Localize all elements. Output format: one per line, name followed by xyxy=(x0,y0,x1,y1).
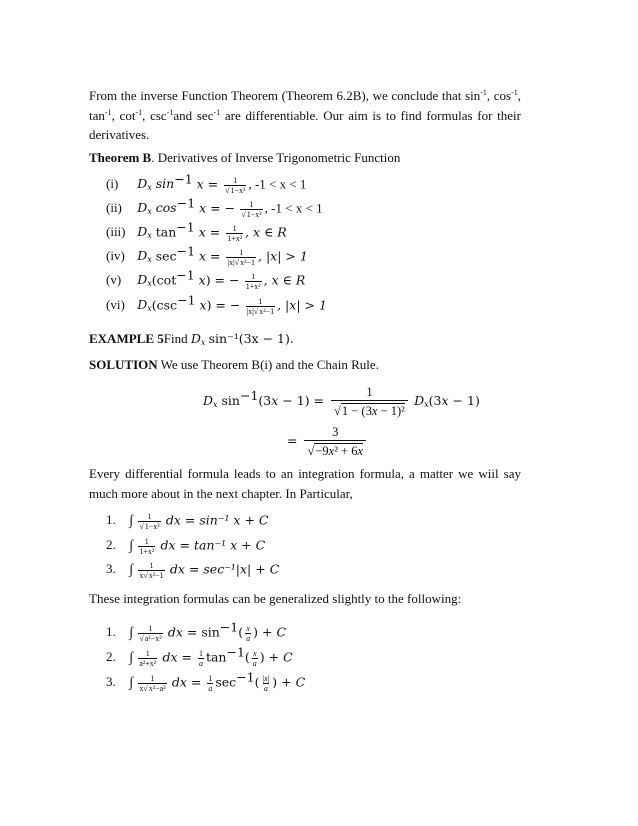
integral-1-2: 2. ∫ $\frac{1}{\text{1+x²}}$ dx = tan⁻¹ x + C xyxy=(106,537,266,556)
solution-equation-1: $D_x$ $\sin^{-1}(3x - 1)$ = $\frac{1}{\text{√1 − (3x − 1)²}}$ $D_x(3x - 1)$ xyxy=(203,385,480,418)
integral-1-1: 1. ∫ $\frac{1}{\text{√1−x²}}$ dx = sin⁻¹ x + C xyxy=(106,512,269,531)
theorem-item-2: (ii) $D_x$ $\cos^{-1} x$ = − $\frac{1}{\text{√1−x²}}$ , -1 < x < 1 xyxy=(106,195,323,219)
theorem-item-5: (v) $D_x(\cot^{-1}$ x) = − $\frac{1}{\text{1+x²}}$ , x ∈ R xyxy=(106,267,306,291)
integral-1-3: 3. ∫ $\frac{1}{\text{x√x²−1}}$ dx = sec⁻¹|x| + C xyxy=(106,561,280,580)
integral-2-1: 1. ∫ $\frac{1}{\text{√a²−x²}}$ dx = $\sin^{-1}$( $\frac{x}{a}$ ) + C xyxy=(106,619,287,643)
theorem-heading: Theorem B. Derivatives of Inverse Trigonometric Function xyxy=(89,150,401,165)
paragraph-integration: Every differential formula leads to an integration formula, a matter we wiil say much more about in the next chapter. In Particular, xyxy=(89,466,521,501)
theorem-item-4: (iv) $D_x$ $\sec^{-1} x$ = $\frac{1}{\text{|x|√x²−1}}$ , |x| > 1 xyxy=(106,243,308,267)
theorem-item-1: (i) $D_x$ $\sin^{-1} x$ = $\frac{1}{\text{√1−x²}}$ , -1 < x < 1 xyxy=(106,171,307,195)
integral-2-3: 3. ∫ $\frac{1}{\text{x√x²−a²}}$ dx = $\frac{1}{a}$ $\sec^{-1}$( $\frac{|x|}{a}$ ) + C xyxy=(106,669,306,693)
solution-equation-2: = $\frac{3}{\text{√−9x² + 6x}}$ xyxy=(287,424,369,460)
intro-paragraph: From the inverse Function Theorem (Theorem 6.2B), we conclude that $\sin^{-1}$, $\cos^{-1}$, $\tan^{-1}$, $\cot^{-1}$, $\csc^{-1}and$ $\sec^{-1}$ are differentiable. Our aim is to find formulas for their derivatives. xyxy=(89,88,522,142)
solution-line: SOLUTION We use Theorem B(i) and the Chain Rule. xyxy=(89,357,379,372)
theorem-item-6: (vi) $D_x(\csc^{-1}$ x) = − $\frac{1}{\text{|x|√x²−1}}$ , |x| > 1 xyxy=(106,292,327,316)
integral-2-2: 2. ∫ $\frac{1}{\text{a²+x²}}$ dx = $\frac{1}{a}$ $\tan^{-1}$( $\frac{x}{a}$ ) + C xyxy=(106,644,293,668)
example-5: EXAMPLE 5Find $D_x$ sin⁻¹(3x − 1). xyxy=(89,331,294,347)
paragraph-generalized: These integration formulas can be generalized slightly to the following: xyxy=(89,591,462,606)
theorem-item-3: (iii) $D_x$ $\tan^{-1} x$ = $\frac{1}{\text{1+x²}}$ , x ∈ R xyxy=(106,219,287,243)
